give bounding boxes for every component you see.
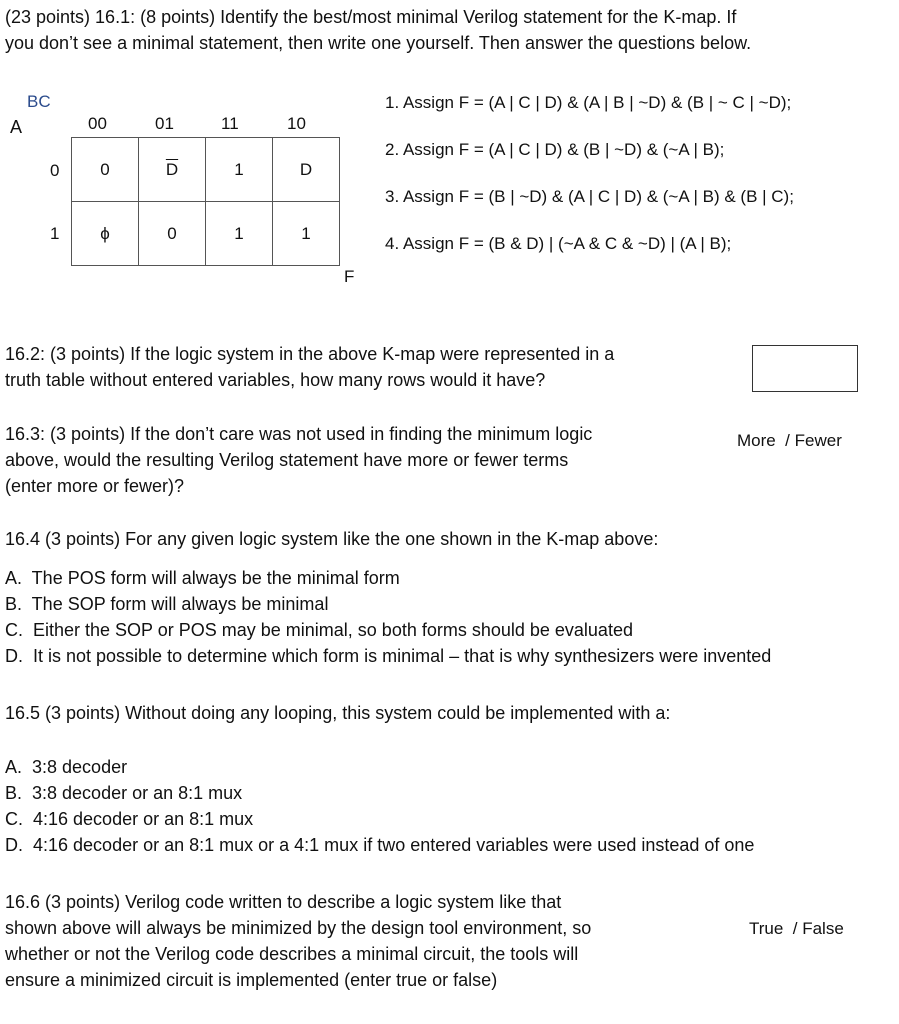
intro-line-2: you don’t see a minimal statement, then write one yourself. Then answer the questions below. (5, 33, 752, 53)
verilog-option-4: 4. Assign F = (B & D) | (~A & C & ~D) | (A | B); (385, 234, 732, 253)
more-fewer-choice[interactable]: More / Fewer (737, 431, 842, 450)
kmap-cell: 0 (139, 202, 206, 266)
intro-line-1: (23 points) 16.1: (8 points) Identify the best/most minimal Verilog statement for the K-map. If (5, 7, 737, 27)
kmap-row-a0 (72, 138, 340, 202)
kmap-cell-dont-care: ϕ (72, 202, 139, 266)
kmap-bc-label: BC (27, 92, 51, 111)
kmap-cell-value: $\overline{D}$ (165, 159, 179, 179)
answer-box-16-2[interactable] (752, 345, 858, 392)
question-16-6-line-2: shown above will always be minimized by the design tool environment, so (5, 918, 592, 938)
kmap-cell: 0 (72, 138, 139, 202)
question-16-6-line-3: whether or not the Verilog code describes a minimal circuit, the tools will (5, 944, 579, 964)
kmap-row-header-1: 1 (50, 224, 60, 243)
question-16-3 (5, 421, 592, 499)
question-16-6 (5, 889, 591, 993)
question-16-5: 16.5 (3 points) Without doing any looping, this system could be implemented with a: (5, 703, 671, 723)
kmap-cell: 1 (206, 202, 273, 266)
option-16-4-c[interactable]: C. Either the SOP or POS may be minimal, so both forms should be evaluated (5, 620, 633, 640)
verilog-option-2: 2. Assign F = (A | C | D) & (B | ~D) & (~A | B); (385, 140, 725, 159)
question-16-3-line-1: 16.3: (3 points) If the don’t care was not used in finding the minimum logic (5, 424, 593, 444)
question-16-5-options (5, 754, 754, 858)
question-16-4: 16.4 (3 points) For any given logic system like the one shown in the K-map above: (5, 529, 659, 549)
option-16-4-a[interactable]: A. The POS form will always be the minimal form (5, 568, 400, 588)
question-16-2 (5, 341, 614, 393)
question-16-3-line-3: (enter more or fewer)? (5, 476, 185, 496)
question-16-4-options (5, 565, 771, 669)
option-16-5-d[interactable]: D. 4:16 decoder or an 8:1 mux or a 4:1 mux if two entered variables were used instead of one (5, 835, 755, 855)
question-16-6-line-1: 16.6 (3 points) Verilog code written to describe a logic system like that (5, 892, 562, 912)
kmap-output-label: F (344, 267, 355, 286)
verilog-option-1: 1. Assign F = (A | C | D) & (A | B | ~D) & (B | ~ C | ~D); (385, 93, 792, 112)
kmap-row-header-0: 0 (50, 161, 60, 180)
option-16-4-d[interactable]: D. It is not possible to determine which form is minimal – that is why synthesizers were invented (5, 646, 772, 666)
question-16-2-line-2: truth table without entered variables, how many rows would it have? (5, 370, 546, 390)
kmap-col-header-11: 11 (221, 114, 239, 133)
kmap-grid (71, 137, 340, 266)
verilog-option-3: 3. Assign F = (B | ~D) & (A | C | D) & (~A | B) & (B | C); (385, 187, 794, 206)
option-16-5-a[interactable]: A. 3:8 decoder (5, 757, 128, 777)
kmap-col-header-10: 10 (287, 114, 306, 133)
option-16-4-b[interactable]: B. The SOP form will always be minimal (5, 594, 329, 614)
intro-text (5, 4, 751, 56)
kmap-row-a1 (72, 202, 340, 266)
kmap-col-header-00: 00 (88, 114, 107, 133)
option-16-5-b[interactable]: B. 3:8 decoder or an 8:1 mux (5, 783, 243, 803)
kmap-cell-dbar (139, 138, 206, 202)
kmap-col-header-01: 01 (155, 114, 174, 133)
kmap-cell: 1 (206, 138, 273, 202)
question-16-2-line-1: 16.2: (3 points) If the logic system in the above K-map were represented in a (5, 344, 615, 364)
kmap-cell: 1 (273, 202, 340, 266)
option-16-5-c[interactable]: C. 4:16 decoder or an 8:1 mux (5, 809, 254, 829)
kmap-cell: D (273, 138, 340, 202)
question-16-6-line-4: ensure a minimized circuit is implemented (enter true or false) (5, 970, 498, 990)
kmap-a-label: A (10, 117, 23, 137)
true-false-choice[interactable]: True / False (749, 919, 844, 938)
question-16-3-line-2: above, would the resulting Verilog statement have more or fewer terms (5, 450, 569, 470)
